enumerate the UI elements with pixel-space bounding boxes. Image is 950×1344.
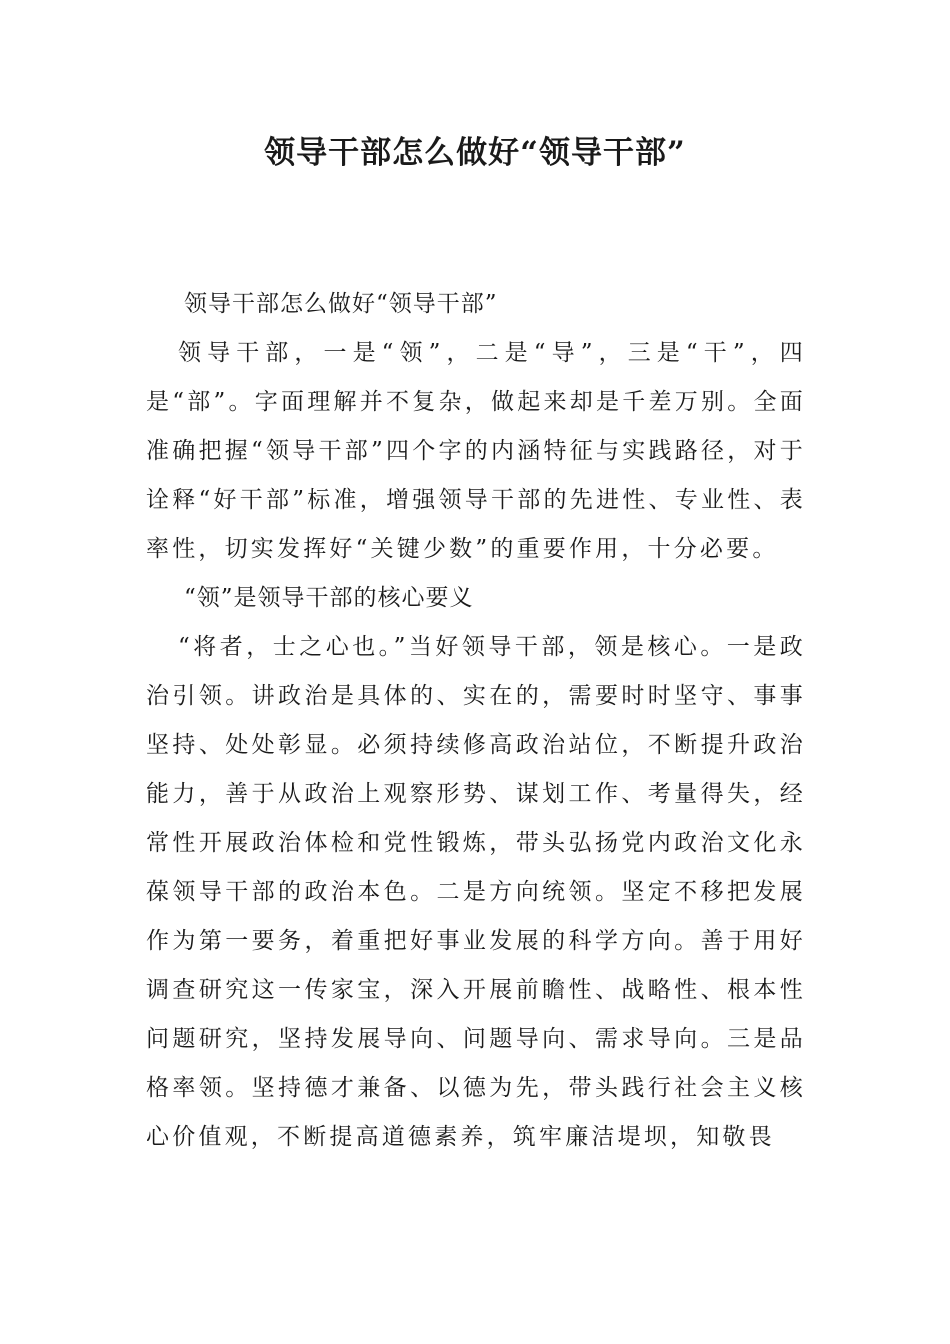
body-paragraph: “将者，士之心也。”当好领导干部，领是核心。一是政治引领。讲政治是具体的、实在的，需要时时坚守、事事坚持、处处彰显。必须持续修高政治站位，不断提升政治能力，善于从政治上观察形势、谋划工作、考量得失，经常性开展政治体检和党性锻炼，带头弘扬党内政治文化永葆领导干部的政治本色。二是方向统领。坚定不移把发展作为第一要务，着重把好事业发展的科学方向。善于用好调查研究这一传家宝，深入开展前瞻性、战略性、根本性问题研究，坚持发展导向、问题导向、需求导向。三是品格率领。坚持德才兼备、以德为先，带头践行社会主义核心价值观，不断提高道德素养，筑牢廉洁堤坝，知敬畏 (146, 634, 806, 1150)
section-heading: “领”是领导干部的核心要义 (184, 585, 474, 611)
section-heading: 领导干部怎么做好“领导干部” (184, 291, 498, 317)
document-body (146, 280, 806, 1162)
body-paragraph: 领导干部，一是“领”，二是“导”，三是“干”，四是“部”。字面理解并不复杂，做起来却是千差万别。全面准确把握“领导干部”四个字的内涵特征与实践路径，对于诠释“好干部”标准，增强领导干部的先进性、专业性、表率性，切实发挥好“关键少数”的重要作用，十分必要。 (146, 340, 806, 562)
document-title: 领导干部怎么做好“领导干部” (264, 135, 686, 171)
